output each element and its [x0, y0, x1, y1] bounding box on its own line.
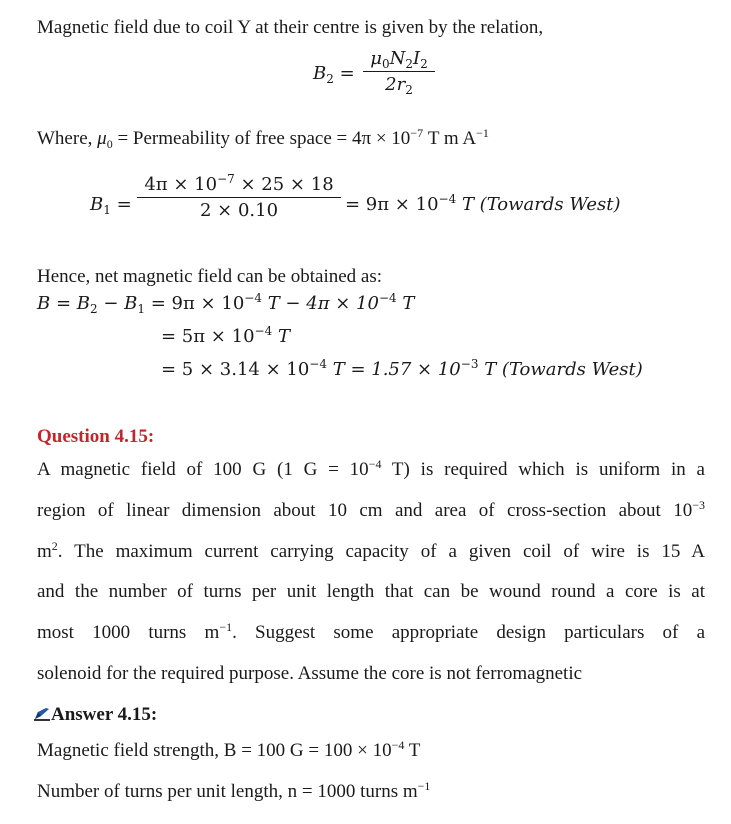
question-title: Question 4.15: — [37, 426, 155, 447]
answer-line-1: Magnetic field strength, B = 100 $G = 100 \times 10^{-4}$ T — [37, 738, 421, 761]
question-line-6: solenoid for the required purpose. Assume the core is not ferromagnetic — [37, 663, 583, 684]
question-line-3: $m^2$. The maximum current carrying capacity of a given coil of wire is 15 A — [37, 539, 705, 562]
where-line: Where, $\mu_0$ = Permeability of free space = $4\pi \times 10^{-7}$ T m $A^{-1}$ — [37, 126, 489, 151]
answer-title: Answer 4.15: — [51, 704, 158, 725]
answer-heading — [34, 704, 157, 726]
question-line-2: region of linear dimension about 10 cm and area of cross-section about $10^{-3}$ — [37, 498, 705, 521]
pen-icon — [34, 705, 50, 719]
eq-b2-fraction: $\mu_0N_2I_2$ $2r_2$ — [363, 48, 435, 95]
eq-b1-fraction: $4\pi \times 10^{-7} \times 25 \times 18$ 2 × 0.10 — [137, 174, 341, 221]
net-field-line-1: $B = B_2 - B_1 = 9\pi \times 10^{-4}$ $T - 4\pi \times 10^{-4}$ T — [37, 291, 415, 316]
question-line-5: most 1000 turns $m^{-1}$. Suggest some appropriate design particulars of a — [37, 620, 706, 643]
intro-text: Magnetic field due to coil Y at their centre is given by the relation, — [37, 17, 544, 38]
question-line-4: and the number of turns per unit length that can be wound round a core is at — [37, 581, 705, 602]
net-field-line-3: = $5 \times 3.14 \times 10^{-4}$ $T = 1.57 \times 10^{-3}$ T (Towards West) — [161, 357, 643, 380]
net-field-line-2: = $5\pi \times 10^{-4}$ T — [161, 324, 290, 347]
eq-b2-lhs: $B_2$ = — [313, 63, 355, 86]
hence-text: Hence, net magnetic field can be obtained as: — [37, 266, 383, 287]
eq-b1-result: = $9\pi \times 10^{-4}$ T (Towards West) — [345, 192, 621, 215]
answer-line-2: Number of turns per unit length, n = 1000 turns $m^{-1}$ — [37, 779, 431, 802]
eq-b1-lhs: $B_1$ = — [90, 194, 132, 217]
question-line-1: A magnetic field of 100 G (1 $G = 10^{-4}$ T) is required which is uniform in a — [37, 457, 705, 480]
